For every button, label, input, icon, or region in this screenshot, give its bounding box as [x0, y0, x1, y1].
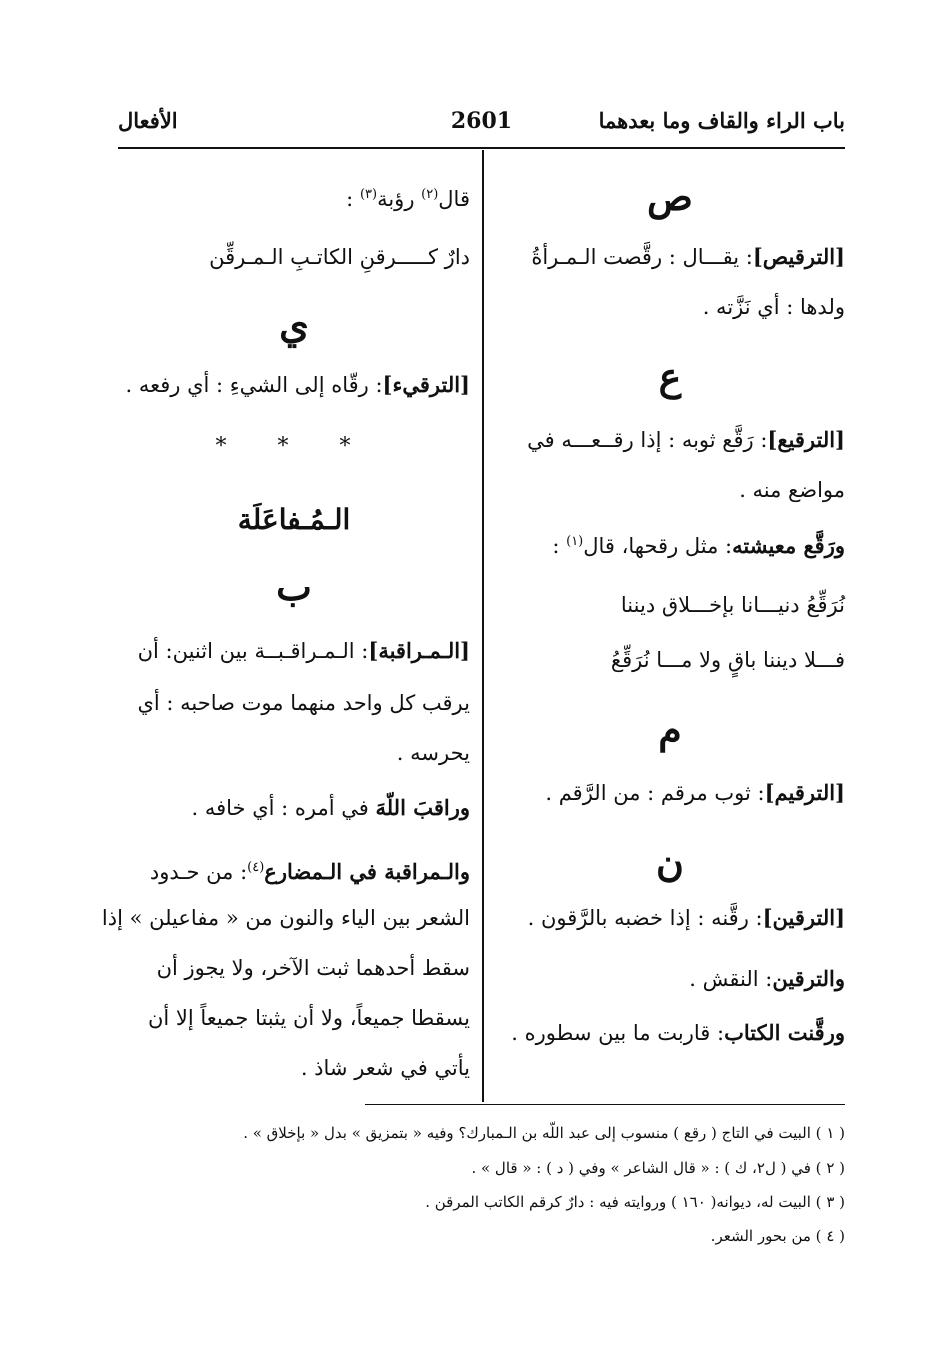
header-rule	[118, 147, 845, 149]
letter-heading-mim: م	[658, 707, 682, 752]
letter-heading-ya: ي	[279, 302, 309, 347]
entry-mudari	[150, 853, 470, 887]
entry-term: [الترقيء]	[382, 372, 470, 397]
footnote-rule	[365, 1104, 845, 1105]
footnote-2: ( ٢ ) في ( ل٢، ك ) : « قال الشاعر » وفي ( د ) : « قال » .	[471, 1159, 845, 1177]
entry-text: : من حـدود	[149, 860, 248, 884]
entry-text: في أمره : أي خافه .	[191, 796, 369, 820]
entry-tarqiya	[125, 370, 470, 400]
entry-text: : رَقَّع ثوبه : إذا رقــعـــه في	[527, 428, 768, 452]
entry-text: : قاربت ما بين سطوره .	[511, 1021, 725, 1045]
entry-tarqin	[528, 903, 845, 933]
entry-term: [الترقيع]	[767, 427, 845, 452]
footnote-3: ( ٣ ) البيت له، ديوانه( ١٦٠ ) وروايته فيه : دارٌ كرقم الكاتب المرقن .	[425, 1193, 845, 1211]
entry-text: : مثل رقحها، قال	[583, 534, 733, 558]
footnote-1: ( ١ ) البيت في التاج ( رقع ) منسوب إلى عبد اللّه بن الـمبارك؟ وفيه « بتمزيق » بدل « بإخلاق » .	[243, 1124, 845, 1142]
entry-tarqi-cont: مواضع منه .	[739, 478, 845, 502]
entry-raqqa	[552, 527, 845, 561]
entry-term: والـمراقبة في الـمضارع	[264, 859, 470, 884]
entry-term: وراقبَ اللّهَ	[375, 795, 470, 820]
chapter-title: باب الراء والقاف وما بعدهما	[598, 108, 845, 133]
entry-raqqanat	[511, 1018, 845, 1048]
entry-term: [الترقين]	[762, 905, 845, 930]
letter-heading-ain: ع	[658, 354, 682, 399]
entry-muraqaba-cont2: يحرسه .	[396, 741, 470, 765]
footnote-4: ( ٤ ) من بحور الشعر.	[710, 1227, 845, 1245]
entry-text: : ثوب مرقم : من الرَّقم .	[545, 781, 765, 805]
entry-tarqis-cont: ولدها : أي نَزَّته .	[702, 295, 845, 319]
entry-muraqaba	[138, 636, 470, 666]
entry-raqaba	[191, 793, 470, 823]
separator-stars: * * *	[215, 434, 373, 459]
letter-heading-nun: ن	[656, 840, 684, 885]
entry-term: [الترقيص]	[752, 244, 845, 269]
verse-line-3: دارٌ كـــــرقنِ الكاتـبِ الـمـرقِّن	[209, 245, 470, 269]
entry-text: : رقَّنه : إذا خضبه بالرَّقون .	[527, 906, 763, 930]
entry-muraqaba-cont: يرقب كل واحد منهما موت صاحبه : أي	[137, 691, 470, 715]
qal-word: قال	[438, 187, 470, 211]
verse-line-2: فـــلا ديننا باقٍ ولا مـــا نُرَقِّعُ	[610, 648, 845, 672]
entry-tarqim	[545, 778, 845, 808]
letter-heading-ba: ب	[276, 564, 312, 609]
entry-text: : النقش .	[689, 967, 773, 991]
footnote-ref: (١)	[566, 534, 584, 549]
entry-term: [الـمـراقبة]	[368, 638, 470, 663]
entry-term: [الترقيم]	[764, 780, 845, 805]
section-title-header: الأفعال	[118, 108, 178, 133]
entry-text: : يقـــال : رقَّصت الـمـرأةُ	[531, 245, 753, 269]
entry-tarqin-2	[689, 964, 845, 994]
colon: :	[346, 187, 354, 211]
footnote-ref: (٤)	[247, 860, 265, 875]
entry-mudari-cont2: سقط أحدهما ثبت الآخر، ولا يجوز أن	[156, 956, 470, 980]
poet-name: رؤبة	[377, 187, 415, 211]
entry-tarqi	[527, 425, 845, 455]
entry-tarqis	[531, 242, 845, 272]
footnote-ref: (٢)	[421, 187, 439, 202]
entry-text: : الـمـراقـبــة بين اثنين: أن	[137, 639, 369, 663]
page-number: 2601	[450, 108, 513, 134]
entry-term: والترقين	[772, 966, 845, 991]
attribution-line	[346, 180, 470, 214]
verse-line-1: نُرَقِّعُ دنيـــانا بإخـــلاق ديننا	[620, 593, 845, 617]
section-heading: الـمُـفاعَلَة	[237, 503, 351, 536]
entry-mudari-cont: الشعر بين الياء والنون من « مفاعيلن » إذا	[101, 906, 470, 930]
entry-text: : رقّاه إلى الشيءِ : أي رفعه .	[125, 373, 383, 397]
entry-mudari-cont4: يأتي في شعر شاذ .	[300, 1056, 470, 1080]
column-divider	[482, 150, 484, 1102]
letter-heading-sad: ص	[647, 174, 693, 219]
entry-mudari-cont3: يسقطا جميعاً، ولا أن يثبتا جميعاً إلا أن	[147, 1006, 470, 1030]
footnote-ref: (٣)	[359, 187, 378, 202]
entry-term: ورقَّنت الكتاب	[724, 1020, 845, 1045]
page-header	[118, 108, 845, 148]
colon: :	[552, 534, 560, 558]
entry-term: ورَقَّع معيشته	[732, 533, 845, 558]
